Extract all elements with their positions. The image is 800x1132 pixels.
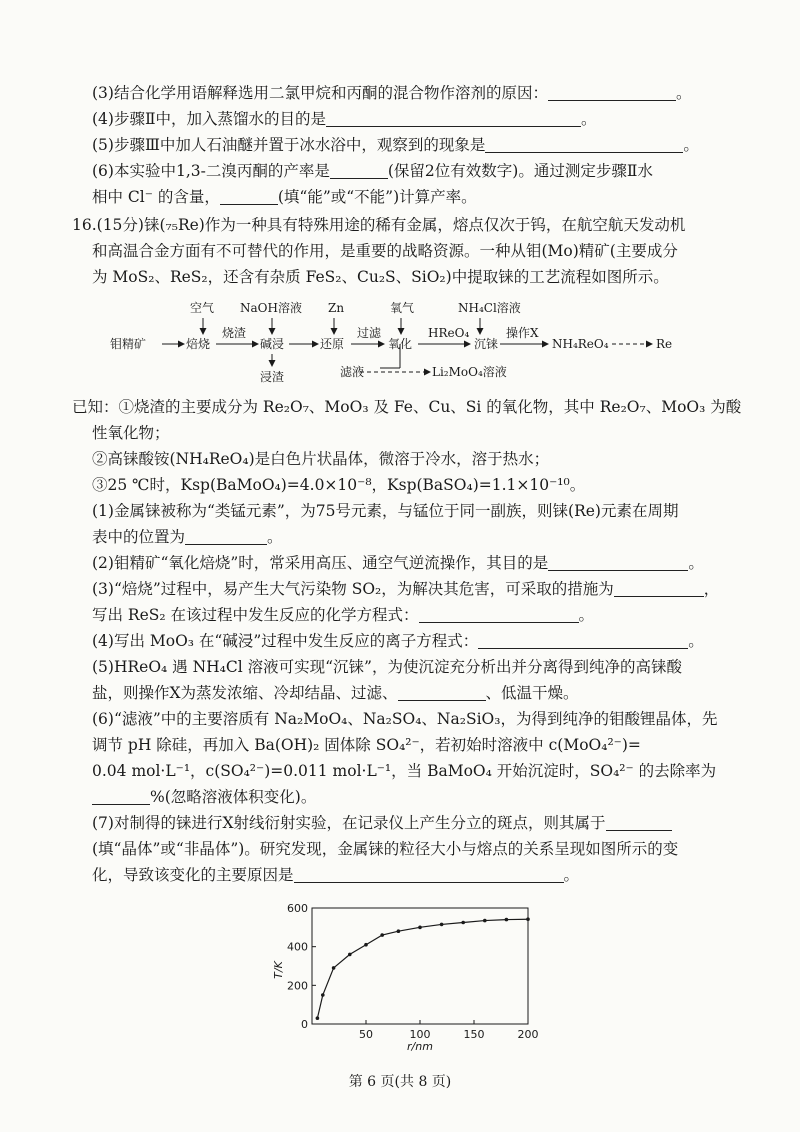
melting-point-chart — [270, 896, 540, 1056]
sub-question-4: (4)写出 MoO₃ 在“碱浸”过程中发生反应的离子方程式： 。 — [92, 632, 704, 650]
sub-question-6b: 调节 pH 除硅，再加入 Ba(OH)₂ 固体除 SO₄²⁻，若初始时溶液中 c(MoO₄²⁻)= — [92, 736, 641, 754]
flow-zn: Zn — [328, 301, 345, 315]
data-point — [418, 926, 422, 930]
flow-ore: 钼精矿 — [110, 337, 147, 351]
known-2: ②高铼酸铵(NH₄ReO₄)是白色片状晶体，微溶于冷水，溶于热水； — [92, 450, 550, 468]
x-tick-label: 150 — [463, 1028, 485, 1041]
sub-question-3b: 写出 ReS₂ 在该过程中发生反应的化学方程式： 。 — [92, 606, 595, 624]
series-line — [317, 919, 528, 1018]
data-point — [461, 921, 465, 925]
flow-o2: 氧气 — [390, 301, 415, 315]
flow-slag: 烧渣 — [222, 326, 247, 340]
sub-question-5b: 盐，则操作X为蒸发浓缩、冷却结晶、过滤、 、低温干燥。 — [92, 684, 579, 702]
flow-nh4reo4: NH₄ReO₄ — [552, 337, 609, 351]
sub-question-1: (1)金属铼被称为“类锰元素”，为75号元素，与锰位于同一副族，则铼(Re)元素在周期 — [92, 502, 679, 520]
flow-precip: 沉铼 — [474, 337, 499, 351]
known-3: ③25 ℃时，Ksp(BaMoO₄)=4.0×10⁻⁸，Ksp(BaSO₄)=1.1×10⁻¹⁰。 — [92, 476, 586, 494]
data-point — [526, 917, 530, 921]
question-6-line2: 相中 Cl⁻ 的含量， (填“能”或“不能”)计算产率。 — [92, 188, 477, 206]
sub-question-2: (2)钼精矿“氧化焙烧”时，常采用高压、通空气逆流操作，其目的是 。 — [92, 554, 704, 572]
x-tick-label: 50 — [359, 1028, 373, 1041]
data-point — [397, 929, 401, 933]
sub-question-6: (6)“滤液”中的主要溶质有 Na₂MoO₄、Na₂SO₄、Na₂SiO₃，为得到纯净的钼酸锂晶体，先 — [92, 710, 718, 728]
problem-16-intro-3: 为 MoS₂、ReS₂，还含有杂质 FeS₂、Cu₂S、SiO₂)中提取铼的工艺流程如图所示。 — [92, 268, 669, 286]
y-tick-label: 400 — [287, 940, 308, 954]
sub-question-7c: 化，导致该变化的主要原因是 。 — [92, 866, 580, 884]
problem-16-intro: 16.(15分)铼(₇₅Re)作为一种具有特殊用途的稀有金属，熔点仅次于钨，在航空航天发动机 — [72, 216, 686, 234]
data-point — [321, 993, 325, 997]
page-number: 第 6 页(共 8 页) — [348, 1074, 452, 1090]
data-point — [364, 943, 368, 947]
flow-roast: 焙烧 — [186, 337, 211, 351]
y-tick-label: 0 — [301, 1018, 308, 1031]
problem-16-intro-2: 和高温合金方面有不可替代的作用，是重要的战略资源。一种从钼(Mo)精矿(主要成分 — [92, 242, 678, 260]
data-point — [348, 953, 352, 957]
data-point — [332, 966, 336, 970]
flow-leach: 碱浸 — [260, 337, 285, 351]
flow-air: 空气 — [190, 301, 215, 315]
plot-frame — [312, 908, 528, 1024]
data-point — [483, 919, 487, 923]
y-axis-label: T/K — [272, 961, 285, 979]
y-tick-label: 200 — [287, 979, 308, 993]
sub-question-6c: 0.04 mol·L⁻¹，c(SO₄²⁻)=0.011 mol·L⁻¹，当 BaMoO₄ 开始沉淀时，SO₄²⁻ 的去除率为 — [92, 762, 717, 780]
flow-hreo4: HReO₄ — [428, 326, 470, 340]
sub-question-7b: (填“晶体”或“非晶体”)。研究发现，金属铼的粒径大小与熔点的关系呈现如图所示的变 — [92, 840, 679, 858]
sub-question-1b: 表中的位置为 。 — [92, 528, 283, 546]
known-1b: 性氧化物； — [92, 424, 170, 442]
flow-oxid: 氧化 — [388, 337, 413, 351]
question-4: (4)步骤Ⅱ中，加入蒸馏水的目的是 。 — [92, 110, 597, 128]
known-1: 已知：①烧渣的主要成分为 Re₂O₇、MoO₃ 及 Fe、Cu、Si 的氧化物，其中 Re₂O₇、MoO₃ 为酸 — [72, 398, 742, 416]
data-point — [505, 918, 509, 922]
flow-re: Re — [656, 337, 673, 351]
flow-filter: 过滤 — [357, 326, 382, 340]
sub-question-6d: %(忽略溶液体积变化)。 — [92, 786, 316, 808]
flow-naoh: NaOH溶液 — [240, 301, 302, 315]
question-6-line1: (6)本实验中1,3-二溴丙酮的产率是 (保留2位有效数字)。通过测定步骤Ⅱ水 — [92, 162, 653, 180]
flow-nh4cl: NH₄Cl溶液 — [458, 301, 521, 315]
data-point — [380, 933, 384, 937]
flow-filtrate: 滤液 — [340, 365, 365, 379]
y-tick-label: 600 — [287, 902, 308, 915]
data-point — [440, 923, 444, 927]
sub-question-3: (3)“焙烧”过程中，易产生大气污染物 SO₂，为解决其危害，可采取的措施为 ， — [92, 580, 720, 598]
x-tick-label: 200 — [517, 1028, 539, 1041]
flow-opx: 操作X — [506, 326, 539, 340]
flow-li2moo4: Li₂MoO₄溶液 — [432, 365, 507, 379]
x-tick-label: 100 — [409, 1028, 431, 1041]
question-3: (3)结合化学用语解释选用二氯甲烷和丙酮的混合物作溶剂的原因： 。 — [92, 84, 692, 102]
sub-question-7: (7)对制得的铼进行X射线衍射实验，在记录仪上产生分立的斑点，则其属于 — [92, 812, 672, 834]
x-axis-label: r/nm — [407, 1040, 433, 1053]
flow-reduce: 还原 — [320, 337, 345, 351]
flow-residue: 浸渣 — [260, 370, 285, 384]
sub-question-5: (5)HReO₄ 遇 NH₄Cl 溶液可实现“沉铼”，为使沉淀充分析出并分离得到纯净的高铼酸 — [92, 658, 682, 676]
data-point — [316, 1016, 320, 1020]
question-5: (5)步骤Ⅲ中加人石油醚并置于冰水浴中，观察到的现象是 。 — [92, 136, 699, 154]
